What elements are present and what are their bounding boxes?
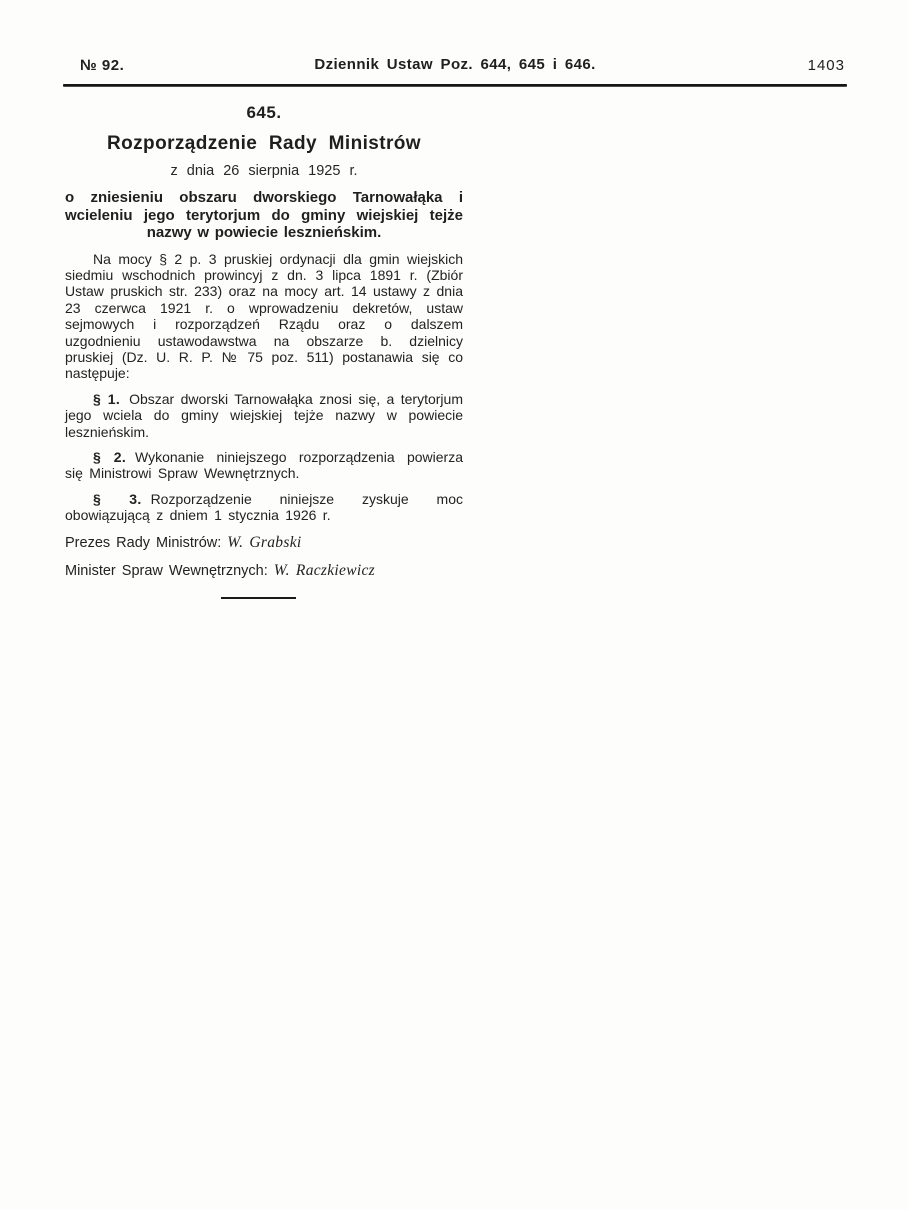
page-number: 1403 [807, 57, 845, 74]
act-title: Rozporządzenie Rady Ministrów [107, 133, 421, 154]
section-2-number: § 2. [93, 448, 127, 465]
section-1-text: Obszar dworski Tarnowałąka znosi się, a terytorjum jego wciela do gminy wiejskiej tejże nazwy w powiecie lesznieńskim. [65, 390, 463, 440]
issue-number: № 92. [80, 57, 125, 74]
page-header [63, 54, 847, 78]
signature-line-1 [65, 534, 463, 552]
section-paragraph-2 [65, 449, 463, 482]
end-divider [221, 597, 296, 599]
section-3-number: § 3. [93, 490, 142, 507]
signature-2-name: W. Raczkiewicz [273, 561, 375, 579]
section-paragraph-3 [65, 491, 463, 524]
section-1-number: § 1. [93, 390, 121, 407]
header-rule [63, 84, 847, 87]
section-3-text: Rozporządzenie niniejsze zyskuje moc obowiązującą z dniem 1 stycznia 1926 r. [65, 490, 463, 524]
section-paragraph-1 [65, 391, 463, 440]
signature-1-role: Prezes Rady Ministrów: [65, 534, 222, 551]
signature-2-role: Minister Spraw Wewnętrznych: [65, 562, 268, 579]
act-subject: o zniesieniu obszaru dworskiego Tarnowałąka i wcieleniu jego terytorjum do gminy wiejskiej tejże nazwy w powiecie lesznieńskim. [65, 189, 463, 241]
section-2-text: Wykonanie niniejszego rozporządzenia powierza się Ministrowi Spraw Wewnętrznych. [65, 448, 463, 482]
act-column [65, 103, 463, 599]
preamble-paragraph: Na mocy § 2 p. 3 pruskiej ordynacji dla gmin wiejskich siedmiu wschodnich prowincyj z dn. 3 lipca 1891 r. (Zbiór Ustaw pruskich str. 233) oraz na mocy art. 14 ustawy z dnia 23 czerwca 1921 r. o wprowadzeniu dekretów, ustaw sejmowych i rozporządzeń Rządu oraz o dalszem uzgodnieniu ustawodawstwa na obszarze b. dzielnicy pruskiej (Dz. U. R. P. № 75 poz. 511) postanawia się co następuje: [65, 250, 463, 382]
act-date-line: z dnia 26 sierpnia 1925 r. [170, 163, 358, 179]
signature-1-name: W. Grabski [227, 533, 302, 551]
header-center-title: Dziennik Ustaw Poz. 644, 645 i 646. [314, 56, 596, 73]
signature-line-2 [65, 562, 463, 580]
act-number: 645. [246, 103, 282, 122]
